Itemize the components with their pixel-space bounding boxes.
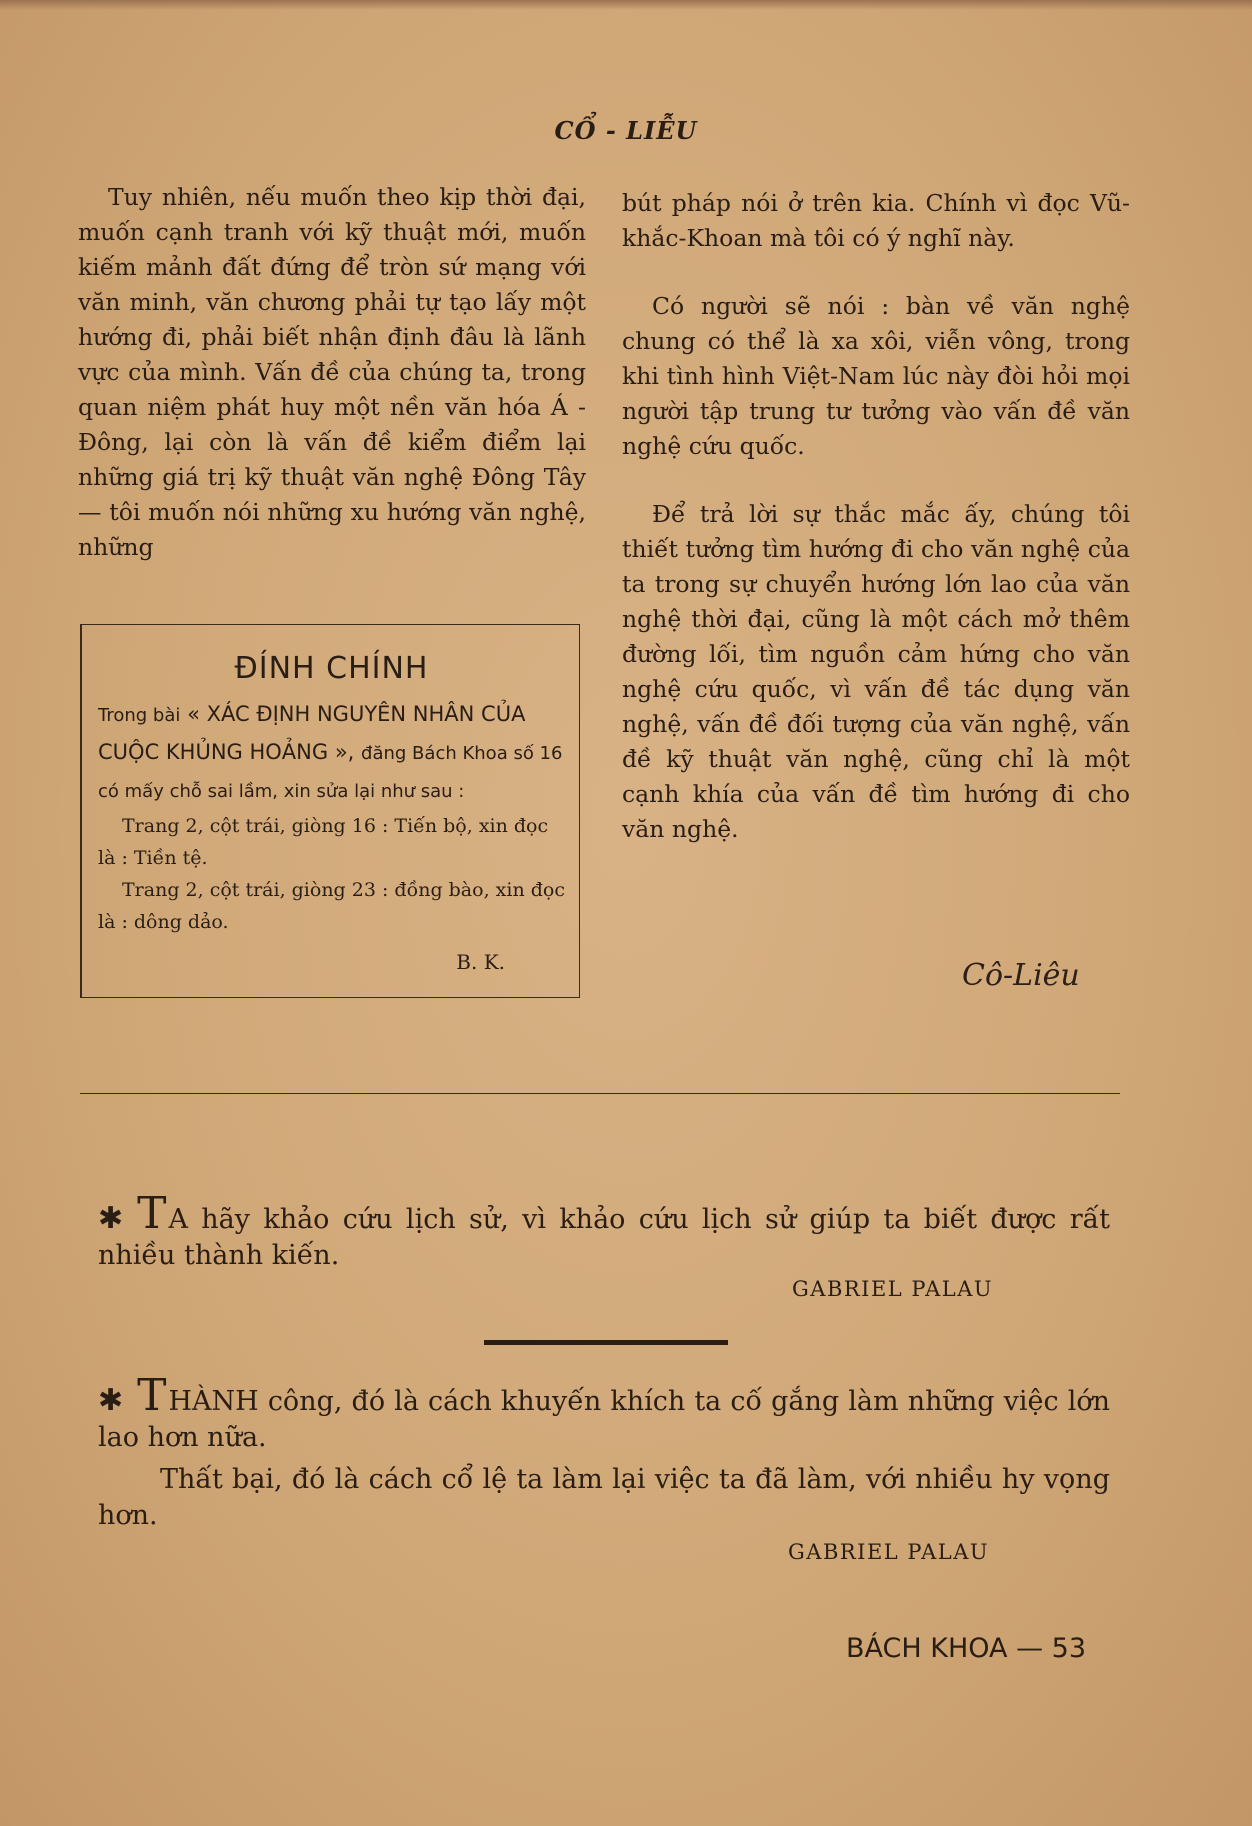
quote-1-text: A hãy khảo cứu lịch sử, vì khảo cứu lịch sử giúp ta biết được rất nhiều thành kiến. — [98, 1204, 1110, 1271]
quote-2-text-block — [98, 1370, 1110, 1456]
right-paragraph-1: bút pháp nói ở trên kia. Chính vì đọc Vũ-khắc-Khoan mà tôi có ý nghĩ này. — [622, 189, 1130, 252]
quote-1 — [98, 1188, 1110, 1274]
running-title: CỔ - LIỄU — [554, 116, 698, 145]
quote-2 — [98, 1370, 1110, 1534]
quote-1-author: GABRIEL PALAU — [792, 1277, 994, 1301]
erratum-intro-prefix: Trong bài — [98, 705, 181, 726]
left-paragraph: Tuy nhiên, nếu muốn theo kịp thời đại, muốn cạnh tranh với kỹ thuật mới, muốn kiếm mảnh đất đứng để tròn sứ mạng với văn minh, văn chương phải tự tạo lấy một hướng đi, phải biết nhận định đâu là lãnh vực của mình. Vấn đề của chúng ta, trong quan niệm phát huy một nền văn hóa Á - Đông, lại còn là vấn đề kiểm điểm lại những giá trị kỹ thuật văn nghệ Đông Tây — tôi muốn nói những xu hướng văn nghệ, những — [78, 183, 586, 561]
quote-2-dropcap: T — [137, 1370, 169, 1421]
star-icon: ✱ — [98, 1201, 124, 1236]
erratum-box — [80, 624, 580, 998]
erratum-intro-suffix: đăng Bách Khoa số 16 có mấy chỗ sai lầm, xin sửa lại như sau : — [98, 743, 563, 802]
author-signature: Cô-Liêu — [962, 958, 1080, 993]
left-column — [78, 180, 586, 565]
right-column — [622, 186, 1130, 880]
erratum-initials: B. K. — [456, 950, 505, 974]
erratum-title: ĐÍNH CHÍNH — [234, 651, 429, 686]
quote-2-text-2: Thất bại, đó là cách cổ lệ ta làm lại việc ta đã làm, với nhiều hy vọng hơn. — [98, 1464, 1110, 1531]
erratum-reference — [98, 696, 565, 810]
quote-divider — [484, 1340, 728, 1345]
erratum-fix-1: Trang 2, cột trái, giòng 16 : Tiến bộ, xin đọc là : Tiền tệ. — [98, 815, 549, 869]
page-footer: BÁCH KHOA — 53 — [846, 1633, 1087, 1664]
erratum-article-title: « XÁC ĐỊNH NGUYÊN NHÂN CỦA CUỘC KHỦNG HOẢNG », — [98, 702, 526, 764]
star-icon: ✱ — [98, 1383, 124, 1418]
quote-2-author: GABRIEL PALAU — [788, 1540, 990, 1564]
right-paragraph-3: Để trả lời sự thắc mắc ấy, chúng tôi thiết tưởng tìm hướng đi cho văn nghệ của ta trong sự chuyển hướng lớn lao của văn nghệ thời đại, cũng là một cách mở thêm đường lối, tìm nguồn cảm hứng cho văn nghệ cứu quốc, vì vấn đề tác dụng văn nghệ, vấn đề đối tượng của văn nghệ, vấn đề kỹ thuật văn nghệ, cũng chỉ là một cạnh khía của vấn đề tìm hướng đi cho văn nghệ. — [622, 500, 1130, 843]
right-paragraph-2: Có người sẽ nói : bàn về văn nghệ chung có thể là xa xôi, viễn vông, trong khi tình hình Việt-Nam lúc này đòi hỏi mọi người tập trung tư tưởng vào vấn đề văn nghệ cứu quốc. — [622, 292, 1130, 460]
erratum-fix-2: Trang 2, cột trái, giòng 23 : đồng bào, xin đọc là : dông dảo. — [98, 879, 565, 933]
quote-2-text-1: HÀNH công, đó là cách khuyến khích ta cố gắng làm những việc lớn lao hơn nữa. — [98, 1386, 1110, 1453]
section-divider — [80, 1093, 1120, 1094]
quote-1-dropcap: T — [137, 1188, 169, 1239]
quote-1-text-block — [98, 1188, 1110, 1274]
